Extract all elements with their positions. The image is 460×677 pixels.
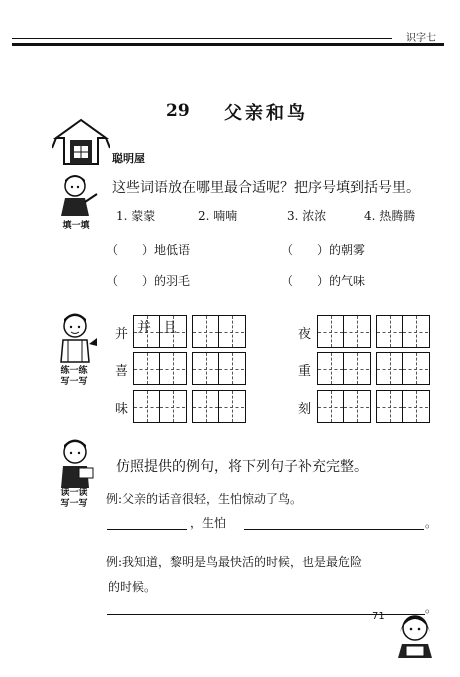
fill-instruction: 这些词语放在哪里最合适呢？把序号填到括号里。 [112,180,420,196]
writing-grid[interactable] [317,315,371,348]
writing-grid[interactable] [376,390,430,423]
option-2: 2. 喃喃 [198,209,238,223]
practice-label-2: 写一写 [60,377,88,387]
writing-grid[interactable] [317,390,371,423]
read-instruction: 仿照提供的例句，将下列句子补充完整。 [116,459,368,475]
char-xi: 喜 [115,364,129,379]
boy-writing-icon [55,172,99,218]
writing-grid[interactable] [376,315,430,348]
boy-reading-icon [55,438,99,490]
writing-grid[interactable] [192,352,246,385]
fill1-middle: ，生怕 [190,516,227,530]
header-tag: 识字七 [406,33,436,44]
read-label-1: 读一读 [60,488,88,498]
practice-label-1: 练一练 [60,366,88,376]
writing-grid[interactable] [192,315,246,348]
fill-blank-4[interactable]: （ ）的气味 [281,274,366,288]
writing-grid[interactable] [133,352,187,385]
option-4: 4. 热腾腾 [364,209,416,223]
example-1: 例:父亲的话音很轻，生怕惊动了鸟。 [106,492,303,506]
option-1: 1. 蒙蒙 [116,209,156,223]
fill-blank-2[interactable]: （ ）的朝雾 [281,243,366,257]
char-zhong: 重 [298,364,312,379]
section-heading: 聪明屋 [112,152,145,165]
example-2-line-1: 例:我知道，黎明是鸟最快活的时候，也是最危险 [106,555,363,569]
page-number: 71 [372,611,385,622]
boy-thumbs-up-icon [55,312,99,364]
char-ye: 夜 [298,327,312,342]
fill2-end: 。 [425,601,438,615]
writing-grid[interactable] [376,352,430,385]
answer-blank-1b[interactable] [244,528,424,530]
fill1-end: 。 [425,516,438,530]
read-label-2: 写一写 [60,499,88,509]
fill-blank-3[interactable]: （ ）的羽毛 [106,274,191,288]
sample-char-1: 并 [137,320,151,336]
writing-grid[interactable] [133,315,187,348]
writing-grid[interactable] [133,390,187,423]
char-bing: 并 [115,327,129,342]
sample-char-2: 且 [163,320,177,336]
header-thin-rule [12,38,392,39]
fill-label: 填一填 [62,221,90,231]
answer-blank-1a[interactable] [107,528,187,530]
girl-reading-icon [392,612,438,660]
char-wei: 味 [115,402,129,417]
char-ke: 刻 [298,402,312,417]
lesson-number: 29 [166,101,190,121]
fill-blank-1[interactable]: （ ）地低语 [106,243,191,257]
writing-grid[interactable] [192,390,246,423]
writing-grid[interactable] [317,352,371,385]
house-icon [52,118,110,168]
header-rule [12,43,444,46]
lesson-title: 父亲和鸟 [224,103,308,124]
example-2-line-2: 的时候。 [108,580,157,594]
option-3: 3. 浓浓 [287,209,327,223]
